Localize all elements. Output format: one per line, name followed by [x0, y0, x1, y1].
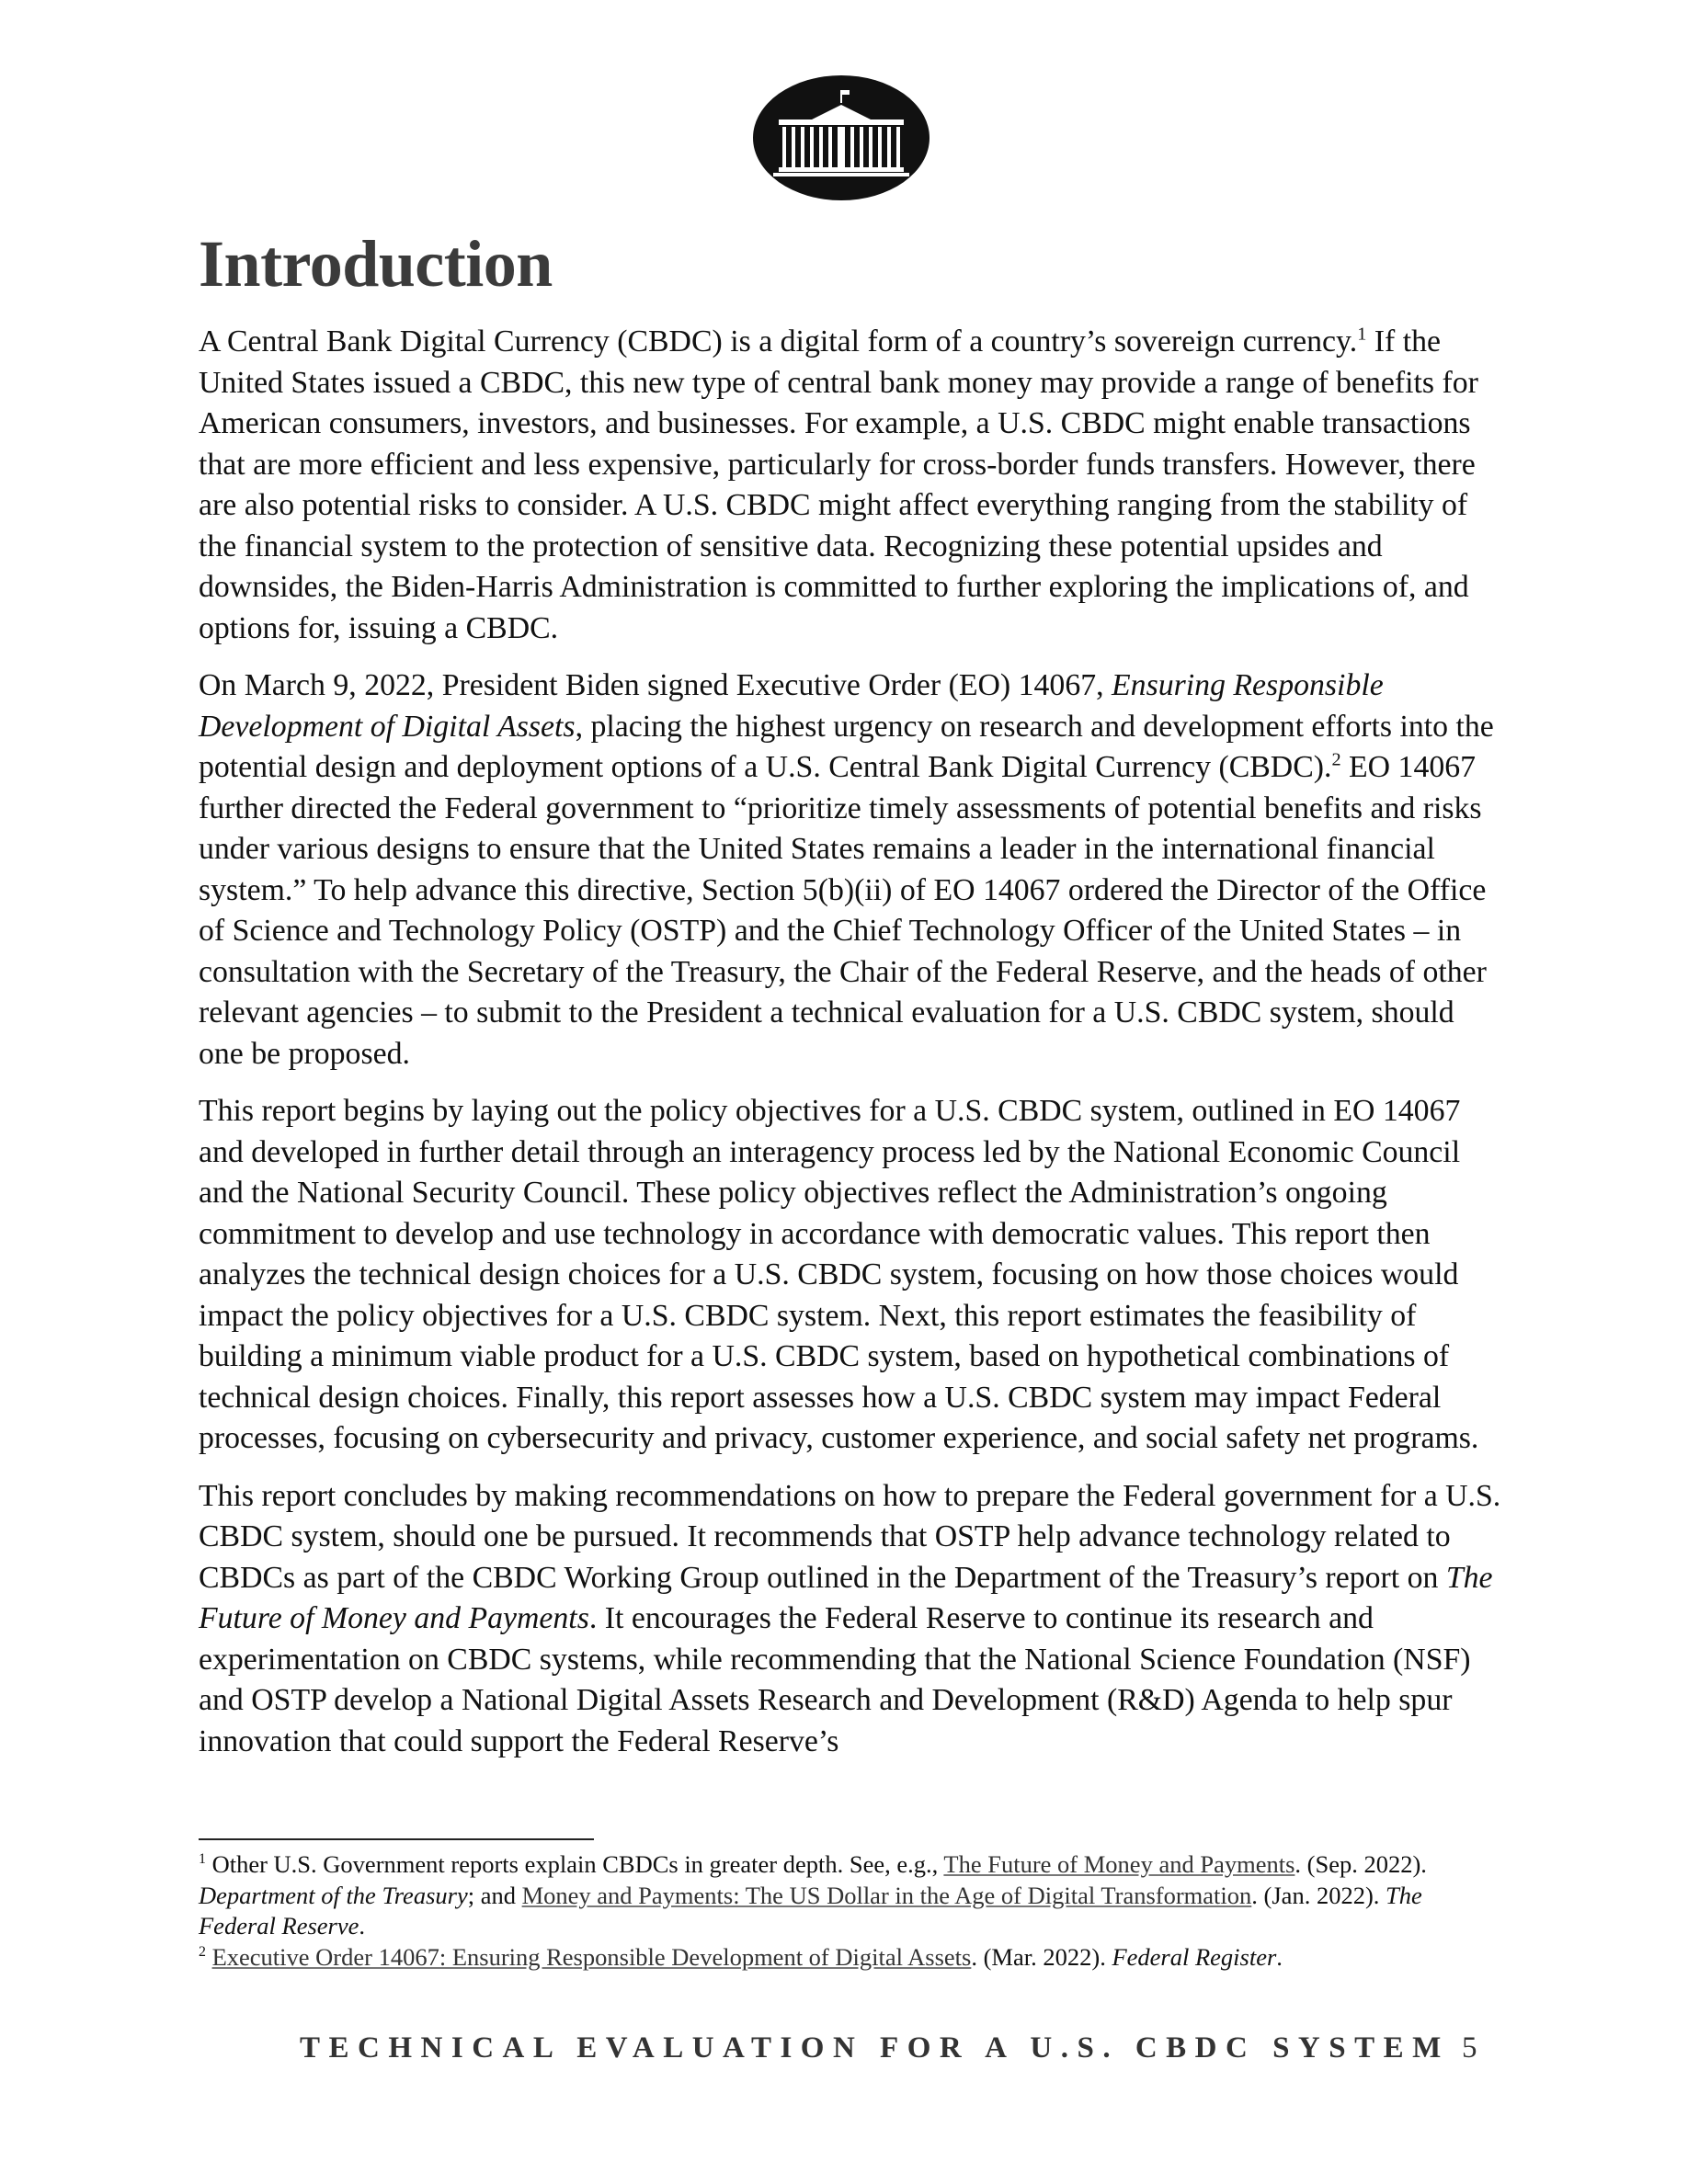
footnote-ref-2[interactable]: 2	[1331, 749, 1341, 770]
running-footer-title: TECHNICAL EVALUATION FOR A U.S. CBDC SYSTEM	[300, 2031, 1450, 2065]
paragraph-3: This report begins by laying out the policy objectives for a U.S. CBDC system, outlined in EO 14067 and developed in further detail through an interagency process led by the National Economic Council and the National Security Council. These policy objectives reflect the Administration’s ongoing commitment to develop and use technology in accordance with democratic values. This report then analyzes the technical design choices for a U.S. CBDC system, focusing on how those choices would impact the policy objectives for a U.S. CBDC system. Next, this report estimates the feasibility of building a minimum viable product for a U.S. CBDC system, based on hypothetical combinations of technical design choices. Finally, this report assesses how a U.S. CBDC system may impact Federal processes, focusing on cybersecurity and privacy, customer experience, and social safety net programs.	[199, 1094, 1479, 1455]
footnote-ref-1[interactable]: 1	[1357, 324, 1367, 345]
paragraph-4: This report concludes by making recommendations on how to prepare the Federal government for a U.S. CBDC system, should one be pursued. It recommends that OSTP help advance technology related to CBDCs as part of the CBDC Working Group outlined in the Department of the Treasury’s report on The Future of Money and Payments. It encourages the Federal Reserve to continue its research and experimentation on CBDC systems, while recommending that the National Science Foundation (NSF) and OSTP develop a National Digital Assets Research and Development (R&D) Agenda to help spur innovation that could support the Federal Reserve’s	[199, 1478, 1501, 1758]
footnote-2: $^2$ Executive Order 14067: Ensuring Responsible Development of Digital Assets. (Mar. 2022). Federal Register.	[199, 1942, 1283, 1971]
section-title: Introduction	[199, 227, 553, 301]
paragraph-1: A Central Bank Digital Currency (CBDC) is a digital form of a country’s sovereign currency.$^1$ If the United States issued a CBDC, this new type of central bank money may provide a range of benefits for American consumers, investors, and businesses. For example, a U.S. CBDC might enable transactions that are more efficient and less expensive, particularly for cross-border funds transfers. However, there are also potential risks to consider. A U.S. CBDC might affect everything ranging from the stability of the financial system to the protection of sensitive data. Recognizing these potential upsides and downsides, the Biden-Harris Administration is committed to further exploring the implications of, and options for, issuing a CBDC.	[199, 324, 1478, 645]
page-number: 5	[1462, 2031, 1477, 2065]
footnote-1: $^1$ Other U.S. Government reports explain CBDCs in greater depth. See, e.g., The Future of Money and Payments. (Sep. 2022). Department of the Treasury; and Money and Payments: The US Dollar in the Age of Digital Transformation. (Jan. 2022). The Federal Reserve.	[199, 1850, 1427, 1939]
footnote-link-money-and-payments[interactable]: Money and Payments: The US Dollar in the Age of Digital Transformation	[521, 1881, 1252, 1909]
paragraph-2: On March 9, 2022, President Biden signed Executive Order (EO) 14067, Ensuring Responsible Development of Digital Assets, placing the highest urgency on research and development efforts into the potential design and deployment options of a U.S. Central Bank Digital Currency (CBDC).$^2$ EO 14067 further directed the Federal government to “prioritize timely assessments of potential benefits and risks under various designs to ensure that the United States remains a leader in the international financial system.” To help advance this directive, Section 5(b)(ii) of EO 14067 ordered the Director of the Office of Science and Technology Policy (OSTP) and the Chief Technology Officer of the United States – in consultation with the Secretary of the Treasury, the Chair of the Federal Reserve, and the heads of other relevant agencies – to submit to the President a technical evaluation for a U.S. CBDC system, should one be proposed.	[199, 668, 1494, 1071]
white-house-seal-icon	[751, 74, 931, 202]
footnote-link-executive-order[interactable]: Executive Order 14067: Ensuring Responsible Development of Digital Assets	[211, 1942, 972, 1971]
footnotes	[199, 1849, 1504, 1973]
body-text	[199, 322, 1504, 1779]
report-title: The Future of Money and Payments	[199, 1560, 1493, 1635]
footnote-link-future-of-money[interactable]: The Future of Money and Payments	[943, 1850, 1295, 1878]
eo-title: Ensuring Responsible Development of Digital Assets	[199, 668, 1384, 744]
footnote-divider	[199, 1838, 594, 1840]
